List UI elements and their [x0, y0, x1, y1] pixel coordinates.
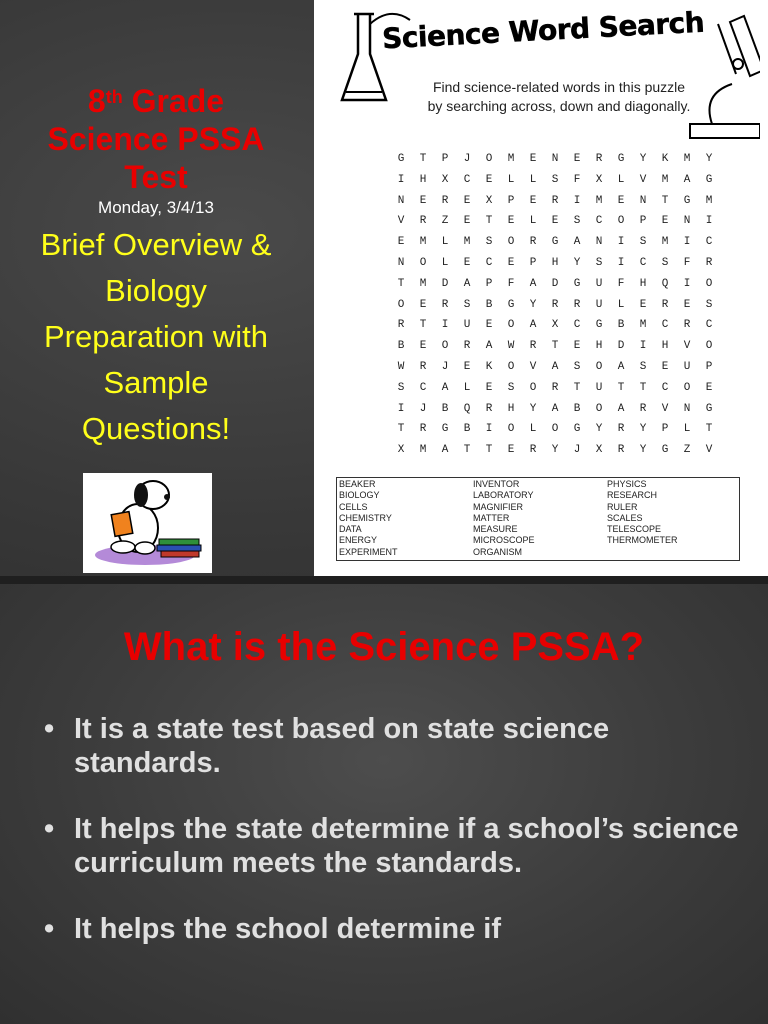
grid-letter: H	[661, 340, 669, 353]
grid-letter: V	[661, 402, 669, 415]
word-list-box	[336, 477, 740, 561]
grid-letter: R	[529, 444, 537, 457]
word-list-item: THERMOMETER	[607, 535, 678, 546]
grid-letter: H	[595, 340, 603, 353]
grid-letter: T	[485, 215, 493, 228]
grid-letter: T	[463, 444, 471, 457]
grid-letter: Y	[529, 298, 537, 311]
grid-letter: J	[441, 360, 449, 373]
grid-letter: R	[463, 340, 471, 353]
grid-letter: Y	[595, 423, 603, 436]
grid-letter: R	[661, 298, 669, 311]
grid-letter: Y	[551, 444, 559, 457]
grid-letter: A	[551, 402, 559, 415]
grid-letter: O	[551, 423, 559, 436]
grid-letter: M	[661, 236, 669, 249]
grid-row	[390, 299, 720, 320]
grid-letter: A	[573, 236, 581, 249]
grid-letter: J	[573, 444, 581, 457]
grid-letter: R	[683, 319, 691, 332]
grid-letter: M	[661, 173, 669, 186]
grid-row	[390, 257, 720, 278]
grid-letter: P	[529, 256, 537, 269]
grid-letter: K	[485, 360, 493, 373]
bullet-item: • It helps the school determine if	[44, 912, 744, 946]
slide-title-heading	[0, 82, 312, 196]
subtitle-line: Sample	[103, 365, 209, 400]
grid-letter: P	[507, 194, 515, 207]
grid-letter: M	[419, 277, 427, 290]
grid-letter: T	[705, 423, 713, 436]
grid-letter: R	[551, 298, 559, 311]
subtitle-line: Biology	[105, 273, 207, 308]
grid-letter: G	[573, 423, 581, 436]
grid-letter: Y	[639, 423, 647, 436]
grid-letter: E	[617, 194, 625, 207]
title-block	[0, 82, 312, 452]
grid-letter: S	[595, 256, 603, 269]
grid-letter: O	[507, 236, 515, 249]
grid-letter: P	[441, 153, 449, 165]
grid-letter: A	[441, 381, 449, 394]
grid-letter: A	[617, 360, 625, 373]
grid-letter: F	[573, 173, 581, 186]
grid-letter: S	[551, 173, 559, 186]
grid-row	[390, 444, 720, 465]
word-list-item: BEAKER	[339, 479, 376, 489]
grid-row	[390, 423, 720, 444]
grid-letter: N	[397, 256, 405, 269]
grid-letter: D	[441, 277, 449, 290]
grid-letter: C	[705, 319, 713, 332]
grid-letter: U	[595, 277, 603, 290]
grid-letter: C	[639, 256, 647, 269]
grid-letter: U	[463, 319, 471, 332]
grid-letter: T	[485, 444, 493, 457]
grid-letter: T	[419, 153, 427, 165]
grid-letter: I	[441, 319, 449, 332]
grid-letter: O	[441, 340, 449, 353]
grid-letter: M	[683, 153, 691, 165]
grid-letter: G	[573, 277, 581, 290]
grid-letter: G	[617, 153, 625, 165]
grid-letter: V	[529, 360, 537, 373]
grid-letter: O	[705, 277, 713, 290]
grid-letter: M	[419, 236, 427, 249]
grid-letter: S	[573, 360, 581, 373]
grid-letter: W	[507, 340, 515, 353]
grid-letter: O	[705, 340, 713, 353]
grid-letter: B	[397, 340, 405, 353]
grid-letter: R	[419, 423, 427, 436]
grid-letter: I	[397, 173, 405, 186]
grid-letter: S	[639, 360, 647, 373]
grid-letter: E	[507, 256, 515, 269]
grid-letter: S	[639, 236, 647, 249]
grid-letter: R	[529, 340, 537, 353]
grid-letter: M	[507, 153, 515, 165]
grid-letter: R	[551, 381, 559, 394]
slide-divider	[0, 576, 768, 584]
title-line-2: Science PSSA	[47, 121, 265, 157]
grid-letter: P	[639, 215, 647, 228]
word-list-item: INVENTOR	[473, 479, 520, 489]
grid-letter: L	[441, 256, 449, 269]
grid-letter: I	[683, 236, 691, 249]
grid-letter: Y	[529, 402, 537, 415]
grid-letter: F	[507, 277, 515, 290]
word-list-column-3	[607, 479, 678, 547]
letter-grid	[390, 153, 720, 465]
grid-letter: X	[595, 444, 603, 457]
grid-row	[390, 215, 720, 236]
grid-letter: V	[705, 444, 713, 457]
grid-letter: T	[573, 381, 581, 394]
grid-letter: O	[595, 360, 603, 373]
grid-row	[390, 195, 720, 216]
grid-letter: O	[507, 423, 515, 436]
word-list-item: LABORATORY	[473, 490, 534, 501]
bullet-list	[44, 712, 744, 978]
grid-letter: J	[419, 402, 427, 415]
grid-letter: C	[573, 319, 581, 332]
grid-letter: I	[683, 277, 691, 290]
grid-row	[390, 340, 720, 361]
grid-letter: M	[419, 444, 427, 457]
grid-letter: A	[683, 173, 691, 186]
word-list-item: MATTER	[473, 512, 510, 523]
grid-letter: C	[661, 319, 669, 332]
grid-letter: L	[617, 173, 625, 186]
grid-letter: T	[617, 381, 625, 394]
word-list-item: PHYSICS	[607, 479, 647, 489]
grid-letter: U	[683, 360, 691, 373]
grid-letter: Z	[441, 215, 449, 228]
grid-letter: E	[485, 173, 493, 186]
word-list-item: SCALES	[607, 512, 643, 523]
grid-letter: O	[507, 319, 515, 332]
word-list-item: MAGNIFIER	[473, 501, 524, 512]
grid-letter: B	[573, 402, 581, 415]
grid-letter: C	[661, 381, 669, 394]
grid-letter: E	[463, 194, 471, 207]
grid-letter: S	[573, 215, 581, 228]
grid-letter: R	[551, 194, 559, 207]
grid-letter: O	[507, 360, 515, 373]
grid-letter: O	[683, 381, 691, 394]
grid-letter: B	[463, 423, 471, 436]
grid-letter: X	[485, 194, 493, 207]
bullet-item: • It helps the state determine if a school’s science curriculum meets the standards.	[44, 812, 744, 880]
grid-letter: H	[419, 173, 427, 186]
grid-letter: O	[485, 153, 493, 165]
grid-letter: E	[419, 194, 427, 207]
grid-letter: A	[529, 277, 537, 290]
grid-letter: R	[705, 256, 713, 269]
grid-letter: E	[661, 215, 669, 228]
grid-letter: R	[441, 194, 449, 207]
grid-letter: N	[551, 153, 559, 165]
grid-letter: V	[639, 173, 647, 186]
grid-letter: A	[529, 319, 537, 332]
grid-letter: J	[463, 153, 471, 165]
grid-letter: O	[595, 402, 603, 415]
grid-letter: R	[397, 319, 405, 332]
subtitle-line: Brief Overview &	[40, 227, 272, 262]
grid-letter: V	[683, 340, 691, 353]
grid-row	[390, 361, 720, 382]
grid-letter: N	[683, 215, 691, 228]
grid-letter: R	[595, 153, 603, 165]
word-list-item: ENERGY	[339, 535, 378, 546]
grid-letter: I	[617, 236, 625, 249]
grid-row	[390, 382, 720, 403]
grid-letter: X	[441, 173, 449, 186]
grid-letter: U	[595, 298, 603, 311]
grid-letter: O	[397, 298, 405, 311]
grid-letter: U	[595, 381, 603, 394]
grid-letter: Z	[683, 444, 691, 457]
grid-letter: X	[397, 444, 405, 457]
subtitle-line: Preparation with	[43, 319, 268, 354]
grid-row	[390, 153, 720, 174]
grid-letter: T	[419, 319, 427, 332]
word-list-item: MICROSCOPE	[473, 535, 535, 546]
grid-letter: L	[529, 423, 537, 436]
grid-letter: F	[617, 277, 625, 290]
word-list-item: DATA	[339, 524, 362, 535]
grid-letter: L	[529, 173, 537, 186]
worksheet-instructions: Find science-related words in this puzzle by searching across, down and diagonally.	[427, 79, 691, 114]
grid-letter: T	[551, 340, 559, 353]
grid-letter: T	[397, 423, 405, 436]
grid-letter: R	[441, 298, 449, 311]
grid-letter: E	[507, 215, 515, 228]
grid-row	[390, 236, 720, 257]
grid-letter: E	[573, 153, 581, 165]
grid-letter: T	[397, 277, 405, 290]
grid-letter: X	[551, 319, 559, 332]
grid-letter: R	[573, 298, 581, 311]
grid-letter: N	[397, 194, 405, 207]
grid-letter: L	[507, 173, 515, 186]
grid-letter: T	[639, 381, 647, 394]
grid-letter: Y	[705, 153, 713, 165]
grid-letter: A	[485, 340, 493, 353]
grid-letter: C	[463, 173, 471, 186]
grid-letter: E	[463, 256, 471, 269]
grid-letter: C	[595, 215, 603, 228]
grid-letter: B	[441, 402, 449, 415]
grid-letter: E	[683, 298, 691, 311]
grid-letter: L	[441, 236, 449, 249]
grid-letter: I	[639, 340, 647, 353]
grid-letter: E	[529, 153, 537, 165]
grid-letter: S	[507, 381, 515, 394]
grid-letter: C	[705, 236, 713, 249]
grid-letter: M	[595, 194, 603, 207]
grid-letter: G	[595, 319, 603, 332]
grid-letter: L	[617, 298, 625, 311]
grid-letter: I	[397, 402, 405, 415]
title-grade-number: 8	[87, 83, 106, 119]
grid-letter: B	[617, 319, 625, 332]
word-list-item: RULER	[607, 501, 638, 512]
grid-letter: H	[507, 402, 515, 415]
grid-letter: E	[529, 194, 537, 207]
grid-letter: L	[529, 215, 537, 228]
grid-letter: G	[661, 444, 669, 457]
title-line-3: Test	[124, 159, 188, 195]
grid-letter: S	[463, 298, 471, 311]
grid-letter: C	[419, 381, 427, 394]
bullet-item: • It is a state test based on state science standards.	[44, 712, 744, 780]
grid-letter: R	[617, 423, 625, 436]
subtitle-line: Questions!	[81, 411, 231, 446]
grid-letter: D	[551, 277, 559, 290]
grid-letter: N	[639, 194, 647, 207]
grid-letter: E	[551, 215, 559, 228]
grid-letter: H	[639, 277, 647, 290]
grid-letter: E	[463, 360, 471, 373]
grid-letter: P	[661, 423, 669, 436]
grid-letter: S	[661, 256, 669, 269]
word-list-item: ORGANISM	[473, 546, 523, 557]
grid-letter: Y	[573, 256, 581, 269]
grid-letter: Q	[661, 277, 669, 290]
grid-letter: E	[485, 381, 493, 394]
slide-subtitle	[0, 222, 312, 452]
grid-letter: E	[661, 360, 669, 373]
word-list-item: CELLS	[339, 501, 368, 512]
grid-letter: O	[529, 381, 537, 394]
title-grade-word: Grade	[122, 83, 225, 119]
word-list-column-2	[473, 479, 535, 558]
grid-letter: N	[595, 236, 603, 249]
grid-row	[390, 403, 720, 424]
word-list-item: BIOLOGY	[339, 490, 380, 501]
grid-letter: R	[419, 360, 427, 373]
grid-letter: G	[441, 423, 449, 436]
title-grade-suffix: th	[105, 87, 123, 107]
grid-letter: P	[485, 277, 493, 290]
grid-letter: T	[661, 194, 669, 207]
grid-letter: R	[617, 444, 625, 457]
grid-letter: M	[705, 194, 713, 207]
grid-letter: X	[595, 173, 603, 186]
grid-letter: G	[705, 402, 713, 415]
grid-letter: S	[705, 298, 713, 311]
grid-row	[390, 174, 720, 195]
grid-letter: O	[617, 215, 625, 228]
grid-letter: S	[397, 381, 405, 394]
grid-letter: N	[683, 402, 691, 415]
grid-letter: G	[551, 236, 559, 249]
grid-letter: E	[463, 215, 471, 228]
grid-letter: H	[551, 256, 559, 269]
grid-letter: O	[419, 256, 427, 269]
grid-letter: E	[397, 236, 405, 249]
grid-letter: E	[419, 340, 427, 353]
grid-letter: L	[463, 381, 471, 394]
word-list-item: TELESCOPE	[607, 524, 662, 535]
word-list-item: RESEARCH	[607, 490, 658, 501]
word-list-column-1	[339, 479, 398, 558]
word-list-item: EXPERIMENT	[339, 546, 398, 557]
grid-letter: Q	[463, 402, 471, 415]
grid-letter: P	[705, 360, 713, 373]
slide-date: Monday, 3/4/13	[98, 198, 214, 217]
grid-letter: D	[617, 340, 625, 353]
grid-letter: I	[573, 194, 581, 207]
grid-letter: G	[397, 153, 405, 165]
grid-letter: E	[705, 381, 713, 394]
grid-letter: R	[485, 402, 493, 415]
grid-letter: Y	[639, 444, 647, 457]
grid-letter: R	[529, 236, 537, 249]
grid-letter: E	[573, 340, 581, 353]
grid-letter: A	[441, 444, 449, 457]
grid-letter: G	[507, 298, 515, 311]
grid-letter: I	[485, 423, 493, 436]
grid-letter: R	[419, 215, 427, 228]
worksheet-title: Science Word Search	[381, 5, 705, 56]
grid-letter: E	[639, 298, 647, 311]
grid-letter: I	[617, 256, 625, 269]
grid-letter: B	[485, 298, 493, 311]
slide2-title: What is the Science PSSA?	[123, 625, 645, 669]
grid-letter: E	[507, 444, 515, 457]
word-list-item: CHEMISTRY	[339, 512, 392, 523]
grid-letter: S	[485, 236, 493, 249]
grid-letter: G	[705, 173, 713, 186]
grid-letter: A	[551, 360, 559, 373]
grid-letter: E	[419, 298, 427, 311]
grid-row	[390, 278, 720, 299]
grid-letter: K	[661, 153, 669, 165]
grid-letter: M	[639, 319, 647, 332]
grid-letter: W	[397, 360, 405, 373]
grid-letter: V	[397, 215, 405, 228]
word-list-item: MEASURE	[473, 524, 518, 535]
grid-letter: I	[705, 215, 713, 228]
grid-letter: R	[639, 402, 647, 415]
grid-letter: C	[485, 256, 493, 269]
grid-row	[390, 319, 720, 340]
snoopy-reading-illustration	[83, 473, 212, 573]
grid-letter: A	[463, 277, 471, 290]
grid-letter: Y	[639, 153, 647, 165]
grid-letter: A	[617, 402, 625, 415]
grid-letter: G	[683, 194, 691, 207]
grid-letter: L	[683, 423, 691, 436]
grid-letter: E	[485, 319, 493, 332]
grid-letter: M	[463, 236, 471, 249]
grid-letter: F	[683, 256, 691, 269]
